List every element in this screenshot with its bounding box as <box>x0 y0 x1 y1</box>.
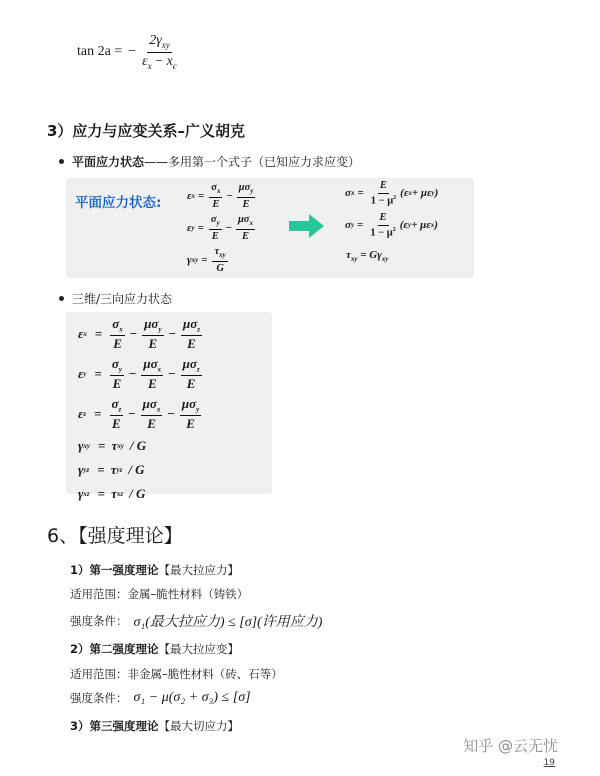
plane-eps-x-lhs-sub: x <box>191 192 196 201</box>
theory1-scope: 适用范围：金属–脆性材料（铸铁） <box>70 587 249 601</box>
plane-stress-title: 平面应力状态: <box>75 195 162 211</box>
three-d-a: σ <box>111 355 119 371</box>
plane-gamma-lhs-sub: xy <box>191 256 199 265</box>
plane-gamma-lhs: γ <box>187 254 192 267</box>
three-d-den-c: E <box>187 335 196 351</box>
plane-sig-x-den-sup: 2 <box>393 194 397 201</box>
plane-sig-y-lhs-sub: y <box>350 221 355 230</box>
plane-sig-y-a-sub: y <box>407 221 412 230</box>
plane-sig-y-lhs: σ <box>345 219 351 232</box>
three-d-c-sub: y <box>196 405 200 414</box>
three-d-a-sub: y <box>118 365 122 374</box>
top-formula-den-op: − <box>155 53 164 69</box>
plane-tau-rhs: = Gγ <box>360 249 382 261</box>
three-d-lhs: ε <box>78 366 84 381</box>
three-d-den-b: E <box>147 415 156 431</box>
plane-eps-y-t1-num-sub: y <box>216 219 220 228</box>
plane-sigma-y: σ y = $\frac{E}{1 - \mu^2}$ (ε y + με x ) <box>345 212 438 239</box>
three-d-den-a: E <box>112 375 122 391</box>
three-d-lhs-sub: x <box>83 330 87 338</box>
three-d-shear-tail: / G <box>129 438 147 453</box>
plane-sig-y-den-sup: 2 <box>392 226 396 233</box>
plane-sig-x-b-sub: y <box>431 189 435 198</box>
bullet2-dot <box>59 296 64 301</box>
plane-eps-y-t2-num-sub: x <box>249 219 253 228</box>
theory3-heading-rest: 【最大切应力】 <box>158 719 240 733</box>
plane-eps-y-t2-den: E <box>241 230 249 242</box>
plane-tau-xy <box>346 249 388 263</box>
plane-sig-y-close: ) <box>434 219 438 232</box>
three-d-b: μσ <box>142 395 157 411</box>
three-d-equations <box>78 314 204 506</box>
three-d-shear-row: γ xy = τ xy / G <box>78 438 147 453</box>
three-d-a: σ <box>112 315 120 331</box>
bullet1 <box>72 153 360 170</box>
plane-sig-x-lhs-sub: x <box>350 189 355 198</box>
theory2-cond-math: σ₁ − μ(σ₂ + σ₃) ≤ [σ] <box>133 690 251 705</box>
three-d-shear-rhs: τ <box>111 438 118 453</box>
plane-eps-y: ε y = $\frac{\sigma_y}{E}$ − $\frac{\mu\sigma_x}{E}$ <box>187 214 253 242</box>
plane-gamma-xy: γ xy = $\frac{\tau_{xy}}{G}$ <box>187 246 226 274</box>
three-d-den-b: E <box>147 375 157 391</box>
three-d-shear-rhs-sub: yz <box>116 466 123 474</box>
three-d-den-a: E <box>113 335 122 351</box>
three-d-normal-row: ε z = $\frac{\sigma_z}{E}$ − $\frac{\mu\sigma_x}{E}$ − $\frac{\mu\sigma_y}{E}$ <box>78 395 200 431</box>
top-formula-minus: − <box>128 44 137 60</box>
top-formula-num: 2γ <box>149 33 162 48</box>
three-d-den-c: E <box>186 415 195 431</box>
three-d-shear-lhs: γ <box>78 462 84 477</box>
theory2-scope: 适用范围：非金属–脆性材料（砖、石等） <box>70 667 283 681</box>
bullet1-rest: ——多用第一个式子（已知应力求应变） <box>144 155 361 169</box>
plane-eps-y-t1-den: E <box>211 230 219 242</box>
three-d-a-sub: x <box>119 325 123 334</box>
three-d-shear-tail: / G <box>129 486 146 501</box>
three-d-lhs-sub: z <box>83 410 87 418</box>
theory2-heading-rest: 【最大拉应变】 <box>158 642 240 656</box>
three-d-den-b: E <box>148 335 158 351</box>
three-d-shear-lhs: γ <box>78 486 84 501</box>
three-d-shear-rhs: τ <box>110 462 117 477</box>
plane-sig-x-den: 1 − μ <box>370 195 394 207</box>
three-d-shear-rhs: τ <box>111 486 117 501</box>
three-d-lhs-sub: y <box>83 370 87 378</box>
three-d-b: μσ <box>143 355 158 371</box>
plane-gamma-num: τ <box>214 246 220 257</box>
plane-sig-y-b-sub: x <box>430 221 435 230</box>
three-d-lhs: ε <box>78 406 84 421</box>
top-formula-num-sub: xy <box>161 39 170 50</box>
plane-eps-y-t1-num: σ <box>210 214 217 225</box>
plane-eps-x-t1-den: E <box>212 198 220 210</box>
three-d-c-sub: z <box>197 325 200 334</box>
plane-eps-x-t2-num: μσ <box>238 182 251 193</box>
plane-eps-x-t1-num-sub: x <box>216 187 221 196</box>
plane-gamma-num-sub: xy <box>219 251 226 260</box>
plane-sig-x-lhs: σ <box>345 187 351 200</box>
top-formula-lhs: tan 2a = <box>77 44 123 60</box>
three-d-den-a: E <box>112 415 121 431</box>
plane-sig-x-paren: (ε <box>400 187 409 200</box>
plane-eps-y-lhs: ε <box>187 222 192 235</box>
top-formula <box>77 33 181 71</box>
top-formula-den-b: x <box>166 53 173 69</box>
plane-tau-lhs: τ <box>346 249 351 261</box>
plane-sigma-x: σ x = $\frac{E}{1 - \mu^2}$ (ε x + με y ) <box>345 180 439 207</box>
section3-title: 3）应力与应变关系–广义胡克 <box>47 122 245 140</box>
plane-eps-x-t2-num-sub: y <box>250 187 254 196</box>
theory1-heading-rest: 【最大拉应力】 <box>158 563 240 577</box>
three-d-b-sub: x <box>156 405 161 414</box>
plane-eps-y-lhs-sub: y <box>191 224 195 233</box>
three-d-c: μσ <box>182 355 197 371</box>
plane-eps-x-lhs: ε <box>187 190 192 203</box>
three-d-shear-lhs-sub: xy <box>83 442 91 450</box>
right-arrow-icon <box>289 213 325 239</box>
plane-sig-y-paren: (ε <box>399 219 408 232</box>
plane-eps-y-t2-num: μσ <box>237 214 250 225</box>
three-d-normal-row: ε x = $\frac{\sigma_x}{E}$ − $\frac{\mu\sigma_y}{E}$ − $\frac{\mu\sigma_z}{E}$ <box>78 315 200 351</box>
three-d-shear-lhs-sub: xz <box>83 490 90 498</box>
plane-sig-y-num: E <box>378 212 389 226</box>
theory2-heading <box>70 641 239 657</box>
three-d-shear-row: γ yz = τ yz / G <box>78 462 145 477</box>
plane-sig-x-a-sub: x <box>408 189 412 198</box>
theory2-heading-bold: 2）第二强度理论 <box>70 642 159 656</box>
plane-eps-x-t2-den: E <box>242 198 250 210</box>
plane-gamma-den: G <box>216 262 224 274</box>
three-d-b-sub: y <box>158 325 162 334</box>
three-d-a: σ <box>111 395 119 411</box>
three-d-shear-tail: / G <box>128 462 145 477</box>
three-d-shear-rhs-sub: xy <box>117 442 124 450</box>
plane-sig-y-plus: + με <box>411 219 431 232</box>
theory3-heading <box>70 718 239 734</box>
theory2-cond-label: 强度条件： <box>70 691 128 705</box>
theory1-cond-math: σ₁(最大拉应力) ≤ [σ](许用应力) <box>133 615 323 630</box>
plane-sig-x-plus: + με <box>411 187 432 200</box>
theory1-heading-bold: 1）第一强度理论 <box>70 563 159 577</box>
bullet1-bold: 平面应力状态 <box>72 155 145 169</box>
top-formula-den-a-sub: x <box>147 60 152 71</box>
top-formula-den-b-sub: c <box>172 60 177 71</box>
plane-tau-lhs-sub: xy <box>350 255 358 264</box>
three-d-a-sub: z <box>118 405 122 414</box>
three-d-shear-lhs: γ <box>78 438 84 453</box>
plane-sig-x-num: E <box>378 180 389 194</box>
bullet1-dot <box>59 159 64 164</box>
three-d-shear-rhs-sub: xz <box>116 490 124 498</box>
plane-eps-x-t1-num: σ <box>211 182 217 193</box>
theory3-heading-bold: 3）第三强度理论 <box>70 719 159 733</box>
plane-eps-x: ε x = $\frac{\sigma_x}{E}$ − $\frac{\mu\sigma_y}{E}$ <box>187 182 254 210</box>
top-formula-fraction <box>140 33 179 71</box>
three-d-c: μσ <box>181 395 197 411</box>
page-number: 19 <box>543 758 555 768</box>
three-d-b: μσ <box>144 315 159 331</box>
three-d-shear-lhs-sub: yz <box>83 466 90 474</box>
three-d-shear-row: γ xz = τ xz / G <box>78 486 146 501</box>
theory1-cond-label: 强度条件： <box>70 614 128 628</box>
top-formula-den-a: ε <box>142 53 148 69</box>
three-d-b-sub: x <box>157 365 162 374</box>
theory1-condition <box>70 611 322 631</box>
three-d-c-sub: z <box>196 365 200 374</box>
section6-title: 6、【强度理论】 <box>47 525 183 547</box>
plane-sig-x-close: ) <box>434 187 439 200</box>
theory1-heading <box>70 562 239 578</box>
plane-sig-y-den: 1 − μ <box>370 227 393 239</box>
three-d-den-c: E <box>186 375 196 391</box>
theory2-condition <box>70 690 251 706</box>
watermark: 知乎 @云无忧 <box>463 737 558 755</box>
three-d-lhs: ε <box>78 326 84 341</box>
three-d-c: μσ <box>182 315 198 331</box>
bullet2: 三维/三向应力状态 <box>72 292 173 306</box>
three-d-normal-row: ε y = $\frac{\sigma_y}{E}$ − $\frac{\mu\sigma_x}{E}$ − $\frac{\mu\sigma_z}{E}$ <box>78 355 200 391</box>
plane-tau-rhs-sub: xy <box>381 255 389 264</box>
